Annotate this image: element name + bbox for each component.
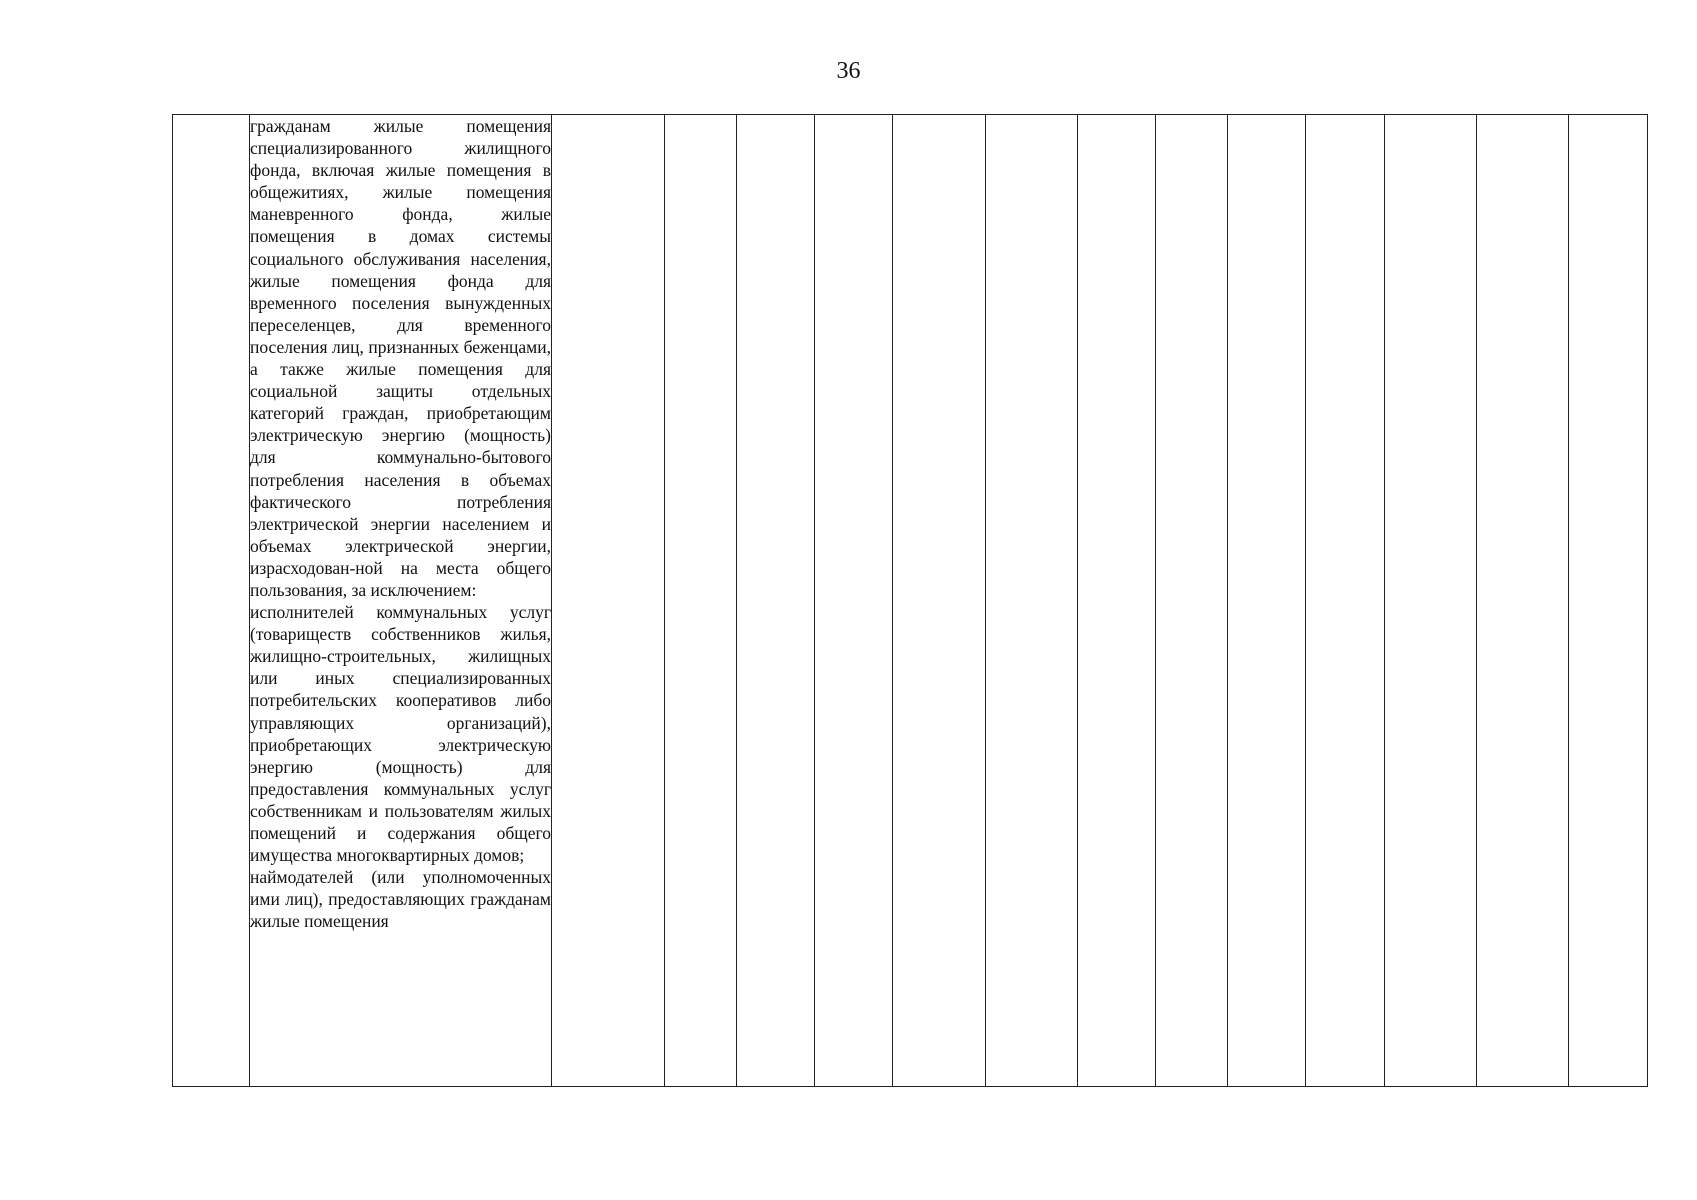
table-cell-number [173, 115, 250, 1087]
table-row [173, 115, 1648, 1087]
table-cell-empty [986, 115, 1078, 1087]
document-table [172, 114, 1648, 1087]
table-cell-empty [1078, 115, 1156, 1087]
table-cell-empty [665, 115, 737, 1087]
table-cell-empty [893, 115, 986, 1087]
table-cell-empty [737, 115, 815, 1087]
table-cell-empty [1385, 115, 1477, 1087]
table-cell-empty [1569, 115, 1648, 1087]
table-cell-description [250, 115, 552, 1087]
table-cell-empty [1228, 115, 1306, 1087]
table-cell-empty [815, 115, 893, 1087]
description-paragraph: гражданам жилые помещения специализированного жилищного фонда, включая жилые помещения в общежитиях, жилые помещения маневренного фонда, жилые помещения в домах системы социального обслуживания населения, жилые помещения фонда для временного поселения вынужденных переселенцев, для временного поселения лиц, признанных беженцами, а также жилые помещения для социальной защиты отдельных категорий граждан, приобретающим электрическую энергию (мощность) для коммунально-бытового потребления населения в объемах фактического потребления электрической энергии населением и объемах электрической энергии, израсходован-ной на места общего пользования, за исключением: [250, 116, 551, 600]
description-paragraph: наймодателей (или уполномоченных ими лиц), предоставляющих гражданам жилые помещения [250, 867, 551, 932]
table-cell-empty [1477, 115, 1569, 1087]
table-cell-empty [552, 115, 665, 1087]
page-number: 36 [836, 58, 861, 84]
table-cell-empty [1306, 115, 1385, 1087]
description-paragraph: исполнителей коммунальных услуг (товариществ собственников жилья, жилищно-строительных, жилищных или иных специализированных потребительских кооперативов либо управляющих организаций), приобретающих электрическую энергию (мощность) для предоставления коммунальных услуг собственникам и пользователям жилых помещений и содержания общего имущества многоквартирных домов; [250, 602, 551, 866]
table-cell-empty [1156, 115, 1228, 1087]
